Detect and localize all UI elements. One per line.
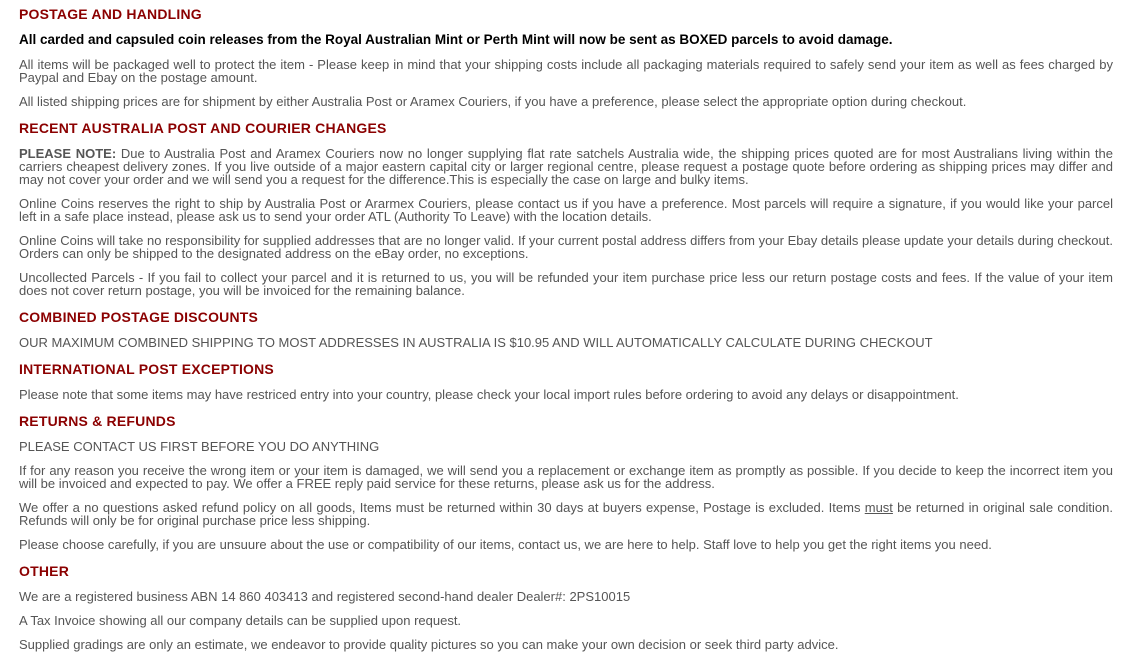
tax-invoice-paragraph: A Tax Invoice showing all our company details can be supplied upon request.: [19, 612, 462, 628]
returns-refunds-heading: RETURNS & REFUNDS: [19, 412, 176, 429]
registered-business-paragraph: We are a registered business ABN 14 860 403413 and registered second-hand dealer Dealer#: 2PS10015: [19, 588, 631, 604]
import-rules-paragraph: Please note that some items may have restriced entry into your country, please check your local import rules before ordering to avoid any delays or disappointment.: [19, 386, 959, 402]
international-post-heading: INTERNATIONAL POST EXCEPTIONS: [19, 360, 274, 377]
refund-policy-must-underlined: must: [864, 499, 893, 515]
recent-changes-heading: RECENT AUSTRALIA POST AND COURIER CHANGES: [19, 119, 387, 136]
section-returns-refunds: [19, 414, 1113, 551]
boxed-parcels-notice: All carded and capsuled coin releases from the Royal Australian Mint or Perth Mint will now be sent as BOXED parcels to avoid damage.: [19, 32, 893, 47]
address-validity-paragraph: Online Coins will take no responsibility for supplied addresses that are no longer valid. If your current postal address differs from your Ebay details please update your details during checkout. Orders can only be shipped to the designated address on the eBay order, no exceptions.: [19, 232, 1113, 261]
section-postage-and-handling: [19, 7, 1113, 108]
other-heading: OTHER: [19, 562, 69, 579]
refund-policy-paragraph: [19, 501, 1113, 527]
section-other: [19, 564, 1113, 651]
contact-us-first-paragraph: PLEASE CONTACT US FIRST BEFORE YOU DO ANYTHING: [19, 438, 380, 454]
choose-carefully-paragraph: Please choose carefully, if you are unsuure about the use or compatibility of our items, contact us, we are here to help. Staff love to help you get the right items you need.: [19, 536, 992, 552]
please-note-text: Due to Australia Post and Aramex Couriers now no longer supplying flat rate satchels Australia wide, the shipping prices quoted are for most Australians living within the carriers cheapest delivery zones. If you live outside of a major eastern capital city or larger regional centre, please request a postage quote before ordering as shipping prices may differ and may not cover your order and we will send you a request for the difference.This is especially the case on large and bulky items.: [19, 145, 1113, 187]
section-recent-changes: [19, 121, 1113, 297]
postage-heading: POSTAGE AND HANDLING: [19, 6, 202, 22]
signature-paragraph: Online Coins reserves the right to ship by Australia Post or Ararmex Couriers, please contact us if you have a preference. Most parcels will require a signature, if you would like your parcel left in a safe place instead, please ask us to send your order ATL (Authority To Leave) with the location details.: [19, 195, 1113, 224]
max-combined-shipping-paragraph: OUR MAXIMUM COMBINED SHIPPING TO MOST ADDRESSES IN AUSTRALIA IS $10.95 AND WILL AUTOMATICALLY CALCULATE DURING CHECKOUT: [19, 334, 933, 350]
uncollected-parcels-paragraph: Uncollected Parcels - If you fail to collect your parcel and it is returned to us, you will be refunded your item purchase price less our return postage costs and fees. If the value of your item does not cover return postage, you will be invoiced for the remaining balance.: [19, 269, 1113, 298]
please-note-label: PLEASE NOTE:: [19, 145, 117, 161]
gradings-paragraph: Supplied gradings are only an estimate, we endeavor to provide quality pictures so you can make your own decision or seek third party advice.: [19, 636, 839, 652]
section-international-post: [19, 362, 1113, 401]
section-combined-postage: [19, 310, 1113, 349]
combined-postage-heading: COMBINED POSTAGE DISCOUNTS: [19, 308, 259, 325]
please-note-paragraph: [19, 147, 1113, 186]
packaging-paragraph: All items will be packaged well to protect the item - Please keep in mind that your shipping costs include all packaging materials required to safely send your item as well as fees charged by Paypal and Ebay on the postage amount.: [19, 56, 1113, 85]
carrier-choice-paragraph: All listed shipping prices are for shipment by either Australia Post or Aramex Couriers, if you have a preference, please select the appropriate option during checkout.: [19, 93, 967, 109]
refund-policy-pre: We offer a no questions asked refund policy on all goods, Items must be returned within 30 days at buyers expense, Postage is excluded. Items: [19, 499, 865, 515]
wrong-item-paragraph: If for any reason you receive the wrong item or your item is damaged, we will send you a replacement or exchange item as promptly as possible. If you decide to keep the incorrect item you will be invoiced and expected to pay. We offer a FREE reply paid service for these returns, please ask us for the address.: [19, 462, 1113, 491]
refund-policy-post: be returned in original sale condition. Refunds will only be for original purchase price less shipping.: [19, 499, 1113, 528]
